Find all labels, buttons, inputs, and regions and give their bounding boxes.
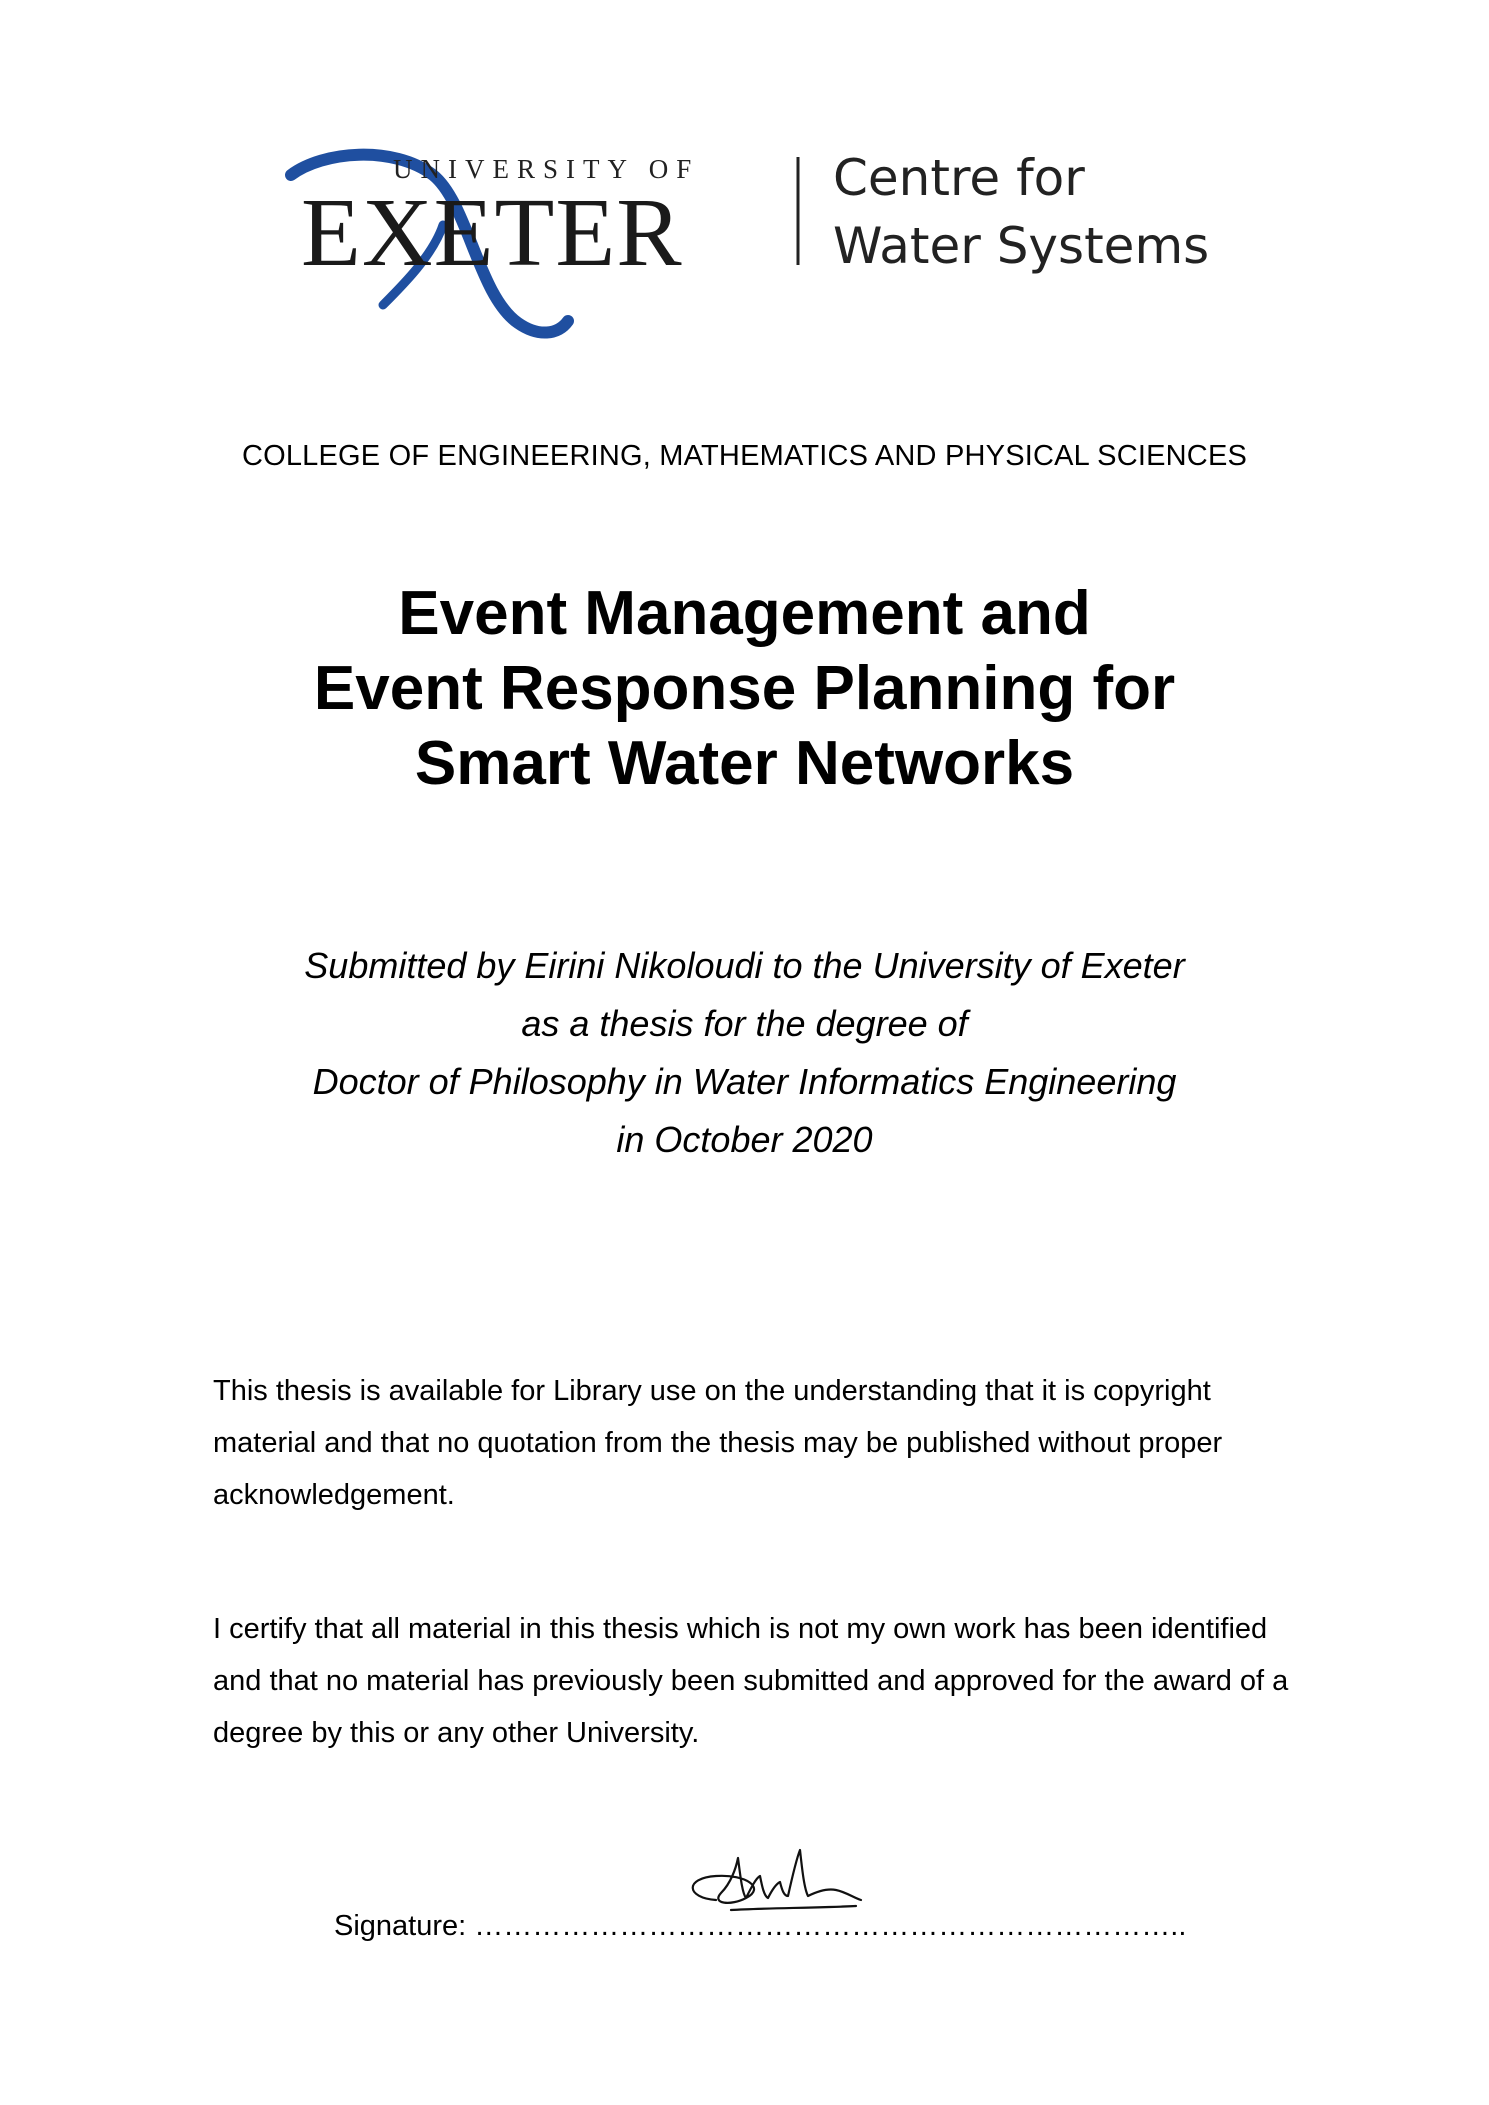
- college-name: COLLEGE OF ENGINEERING, MATHEMATICS AND PHYSICAL SCIENCES: [241, 440, 1248, 472]
- thesis-title: [0, 576, 1489, 801]
- submission-line3: Doctor of Philosophy in Water Informatics Engineering: [312, 1061, 1177, 1102]
- university-logo: [283, 145, 1213, 345]
- signature-line: [334, 1910, 1186, 1943]
- signature-label: Signature:: [334, 1910, 467, 1942]
- thesis-title-line1: Event Management and: [398, 579, 1091, 648]
- logo-centre-line2: Water Systems: [833, 217, 1210, 275]
- submission-line2: as a thesis for the degree of: [521, 1003, 968, 1044]
- submission-statement: [0, 937, 1489, 1169]
- signature-dots: ………………………………………………………………..: [474, 1910, 1187, 1942]
- submission-line4: in October 2020: [616, 1119, 873, 1160]
- logo-exeter: EXETER: [301, 179, 683, 287]
- submission-line1: Submitted by Eirini Nikoloudi to the University of Exeter: [304, 945, 1185, 986]
- certification-statement: I certify that all material in this thesis which is not my own work has been identified and that no material has previously been submitted and approved for the award of a degree by this or any other University.: [213, 1613, 1289, 1749]
- logo-centre-line1: Centre for: [833, 149, 1085, 207]
- thesis-title-line2: Event Response Planning for: [313, 654, 1176, 723]
- logo-university-of: UNIVERSITY OF: [393, 154, 700, 184]
- thesis-title-line3: Smart Water Networks: [414, 729, 1075, 798]
- copyright-statement: This thesis is available for Library use on the understanding that it is copyright material and that no quotation from the thesis may be published without proper acknowledgement.: [213, 1375, 1223, 1511]
